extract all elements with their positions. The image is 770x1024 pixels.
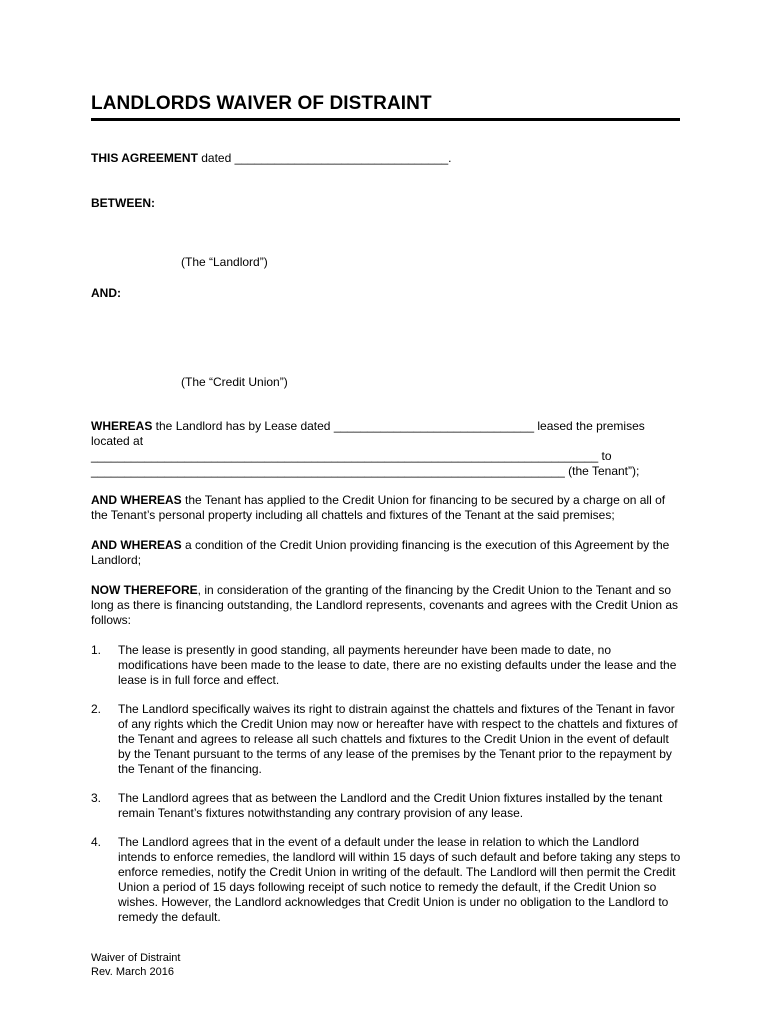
clause-text: The lease is presently in good standing, all payments hereunder have been made to date, no modifications have been made to the lease to date, there are no existing defaults under the lease and the lease is in full force and effect. — [118, 643, 677, 687]
footer-document-name: Waiver of Distraint — [91, 952, 181, 964]
whereas-lease-text: the Landlord has by Lease dated ______________________________ leased the premises located at — [91, 419, 645, 448]
whereas-condition-text: a condition of the Credit Union providing financing is the execution of this Agreement by the Landlord; — [91, 538, 670, 567]
tenant-blank-line: _______________________________________________________________________ (the Tenant”); — [91, 464, 640, 478]
agreement-label: THIS AGREEMENT — [91, 151, 198, 165]
and-whereas-label: AND WHEREAS — [91, 493, 182, 507]
clause-number: 1. — [91, 643, 102, 657]
document-title: LANDLORDS WAIVER OF DISTRAINT — [91, 93, 680, 121]
clause-number: 4. — [91, 835, 102, 849]
whereas-label: WHEREAS — [91, 419, 153, 433]
credit-union-party-label: (The “Credit Union”) — [181, 375, 288, 389]
agreement-date-line — [91, 151, 680, 166]
whereas-financing-paragraph — [91, 493, 681, 523]
whereas-financing-text: the Tenant has applied to the Credit Union for financing to be secured by a charge on all of the Tenant’s personal property including all chattels and fixtures of the Tenant at the said premises; — [91, 493, 666, 522]
and-whereas-label: AND WHEREAS — [91, 538, 182, 552]
premises-blank-line: ____________________________________________________________________________ to — [91, 449, 612, 463]
landlord-party-label: (The “Landlord”) — [181, 255, 268, 269]
now-therefore-paragraph — [91, 583, 681, 628]
clause-text: The Landlord specifically waives its right to distrain against the chattels and fixtures of the Tenant in favor of any rights which the Credit Union may now or hereafter have with respect to the chattels and fixtures of the Tenant and agrees to release all such chattels and fixtures to the Credit Union in the event of default by the Tenant pursuant to the terms of any lease of the premises by the Tenant prior to the repayment by the Tenant of the financing. — [118, 702, 678, 776]
clause-number: 3. — [91, 791, 102, 805]
whereas-condition-paragraph — [91, 538, 681, 568]
clause-text: The Landlord agrees that in the event of a default under the lease in relation to which the Landlord intends to enforce remedies, the landlord will within 15 days of such default and before taking any steps to enforce remedies, notify the Credit Union in writing of the default. The Landlord will then permit the Credit Union a period of 15 days following receipt of such notice to remedy the default, if the Credit Union so wishes. However, the Landlord acknowledges that Credit Union is under no obligation to the Landlord to remedy the default. — [118, 835, 681, 924]
footer — [91, 951, 180, 979]
now-therefore-text: , in consideration of the granting of the financing by the Credit Union to the Tenant and so long as there is financing outstanding, the Landlord represents, covenants and agrees with the Credit Union as follows: — [91, 583, 679, 627]
clause-number: 2. — [91, 702, 102, 716]
clause-text: The Landlord agrees that as between the Landlord and the Credit Union fixtures installed by the tenant remain Tenant’s fixtures notwithstanding any contrary provision of any lease. — [118, 791, 663, 820]
and-label: AND: — [91, 286, 121, 300]
agreement-date-text: dated ________________________________. — [197, 151, 452, 165]
now-therefore-label: NOW THEREFORE — [91, 583, 198, 597]
footer-revision: Rev. March 2016 — [91, 966, 174, 978]
whereas-lease-paragraph — [91, 419, 681, 449]
between-label: BETWEEN: — [91, 196, 155, 210]
